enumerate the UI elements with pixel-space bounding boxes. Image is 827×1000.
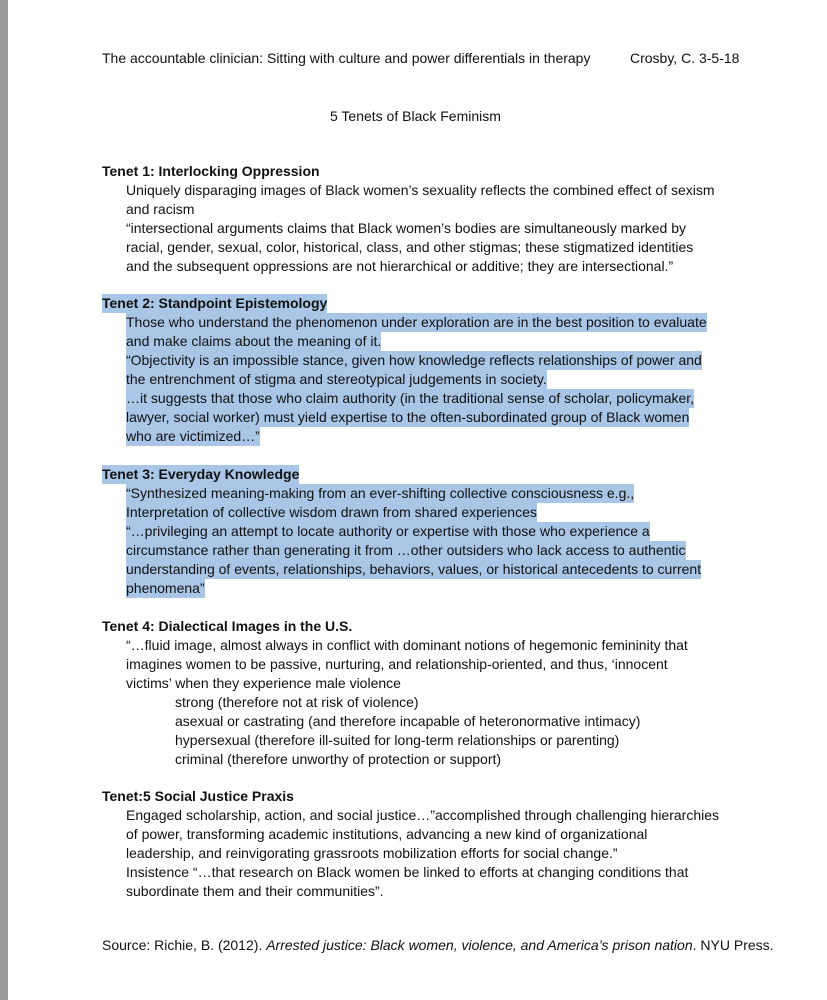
header-author-date: Crosby, C. 3-5-18 <box>630 50 740 66</box>
tenet-3-line: Interpretation of collective wisdom drawn from shared experiences <box>126 504 537 520</box>
tenet-4-heading: Tenet 4: Dialectical Images in the U.S. <box>102 618 353 634</box>
tenet-1-line: racial, gender, sexual, color, historical, class, and other stigmas; these stigmatized identities <box>126 239 694 255</box>
tenet-3-heading: Tenet 3: Everyday Knowledge <box>102 466 300 482</box>
source-citation <box>102 936 802 955</box>
tenet-2-line: “Objectivity is an impossible stance, given how knowledge reflects relationships of power and <box>126 352 702 368</box>
page-title: 5 Tenets of Black Feminism <box>330 108 501 124</box>
tenet-4-subline: hypersexual (therefore ill-suited for long-term relationships or parenting) <box>175 732 620 748</box>
tenet-3-line: phenomena” <box>126 580 205 596</box>
header-title: The accountable clinician: Sitting with culture and power differentials in therapy <box>102 50 591 66</box>
tenet-2-line: and make claims about the meaning of it. <box>126 333 382 349</box>
tenet-3-line: “Synthesized meaning-making from an ever-shifting collective consciousness e.g., <box>126 485 635 501</box>
document-page <box>8 0 827 1000</box>
tenet-2-heading: Tenet 2: Standpoint Epistemology <box>102 295 328 311</box>
tenet-4-line: “…fluid image, almost always in conflict with dominant notions of hegemonic femininity that <box>126 637 688 653</box>
tenet-2-line: …it suggests that those who claim authority (in the traditional sense of scholar, policymaker, <box>126 390 695 406</box>
tenet-1-line: and racism <box>126 201 195 217</box>
tenet-4-line: imagines women to be passive, nurturing, and relationship-oriented, and thus, ‘innocent <box>126 656 668 672</box>
tenet-5-line: subordinate them and their communities”. <box>126 883 384 899</box>
tenet-3-line: understanding of events, relationships, behaviors, values, or historical antecedents to current <box>126 561 702 577</box>
tenet-5-line: Engaged scholarship, action, and social justice…”accomplished through challenging hierarchies <box>126 807 720 823</box>
tenet-2-line: Those who understand the phenomenon under exploration are in the best position to evaluate <box>126 314 707 330</box>
tenet-4-subline: asexual or castrating (and therefore incapable of heteronormative intimacy) <box>175 713 641 729</box>
source-suffix: . NYU Press. <box>692 937 774 953</box>
tenet-5-line: of power, transforming academic institutions, advancing a new kind of organizational <box>126 826 648 842</box>
tenet-1-line: “intersectional arguments claims that Black women’s bodies are simultaneously marked by <box>126 220 686 236</box>
source-book-title: Arrested justice: Black women, violence, and America’s prison nation <box>266 937 693 953</box>
tenet-1-line: Uniquely disparaging images of Black women’s sexuality reflects the combined effect of sexism <box>126 182 715 198</box>
tenet-4-line: victims’ when they experience male violence <box>126 675 401 691</box>
tenet-1-line: and the subsequent oppressions are not hierarchical or additive; they are intersectional.” <box>126 258 674 274</box>
tenet-4-subline: strong (therefore not at risk of violence) <box>175 694 419 710</box>
tenet-4-subline: criminal (therefore unworthy of protection or support) <box>175 751 502 767</box>
source-prefix: Source: Richie, B. (2012). <box>102 937 267 953</box>
tenet-2-line: who are victimized…” <box>126 428 260 444</box>
tenet-3-line: circumstance rather than generating it from …other outsiders who lack access to authentic <box>126 542 686 558</box>
tenet-5-line: leadership, and reinvigorating grassroots mobilization efforts for social change.” <box>126 845 618 861</box>
tenet-5-line: Insistence “…that research on Black women be linked to efforts at changing conditions that <box>126 864 689 880</box>
tenet-5-heading: Tenet:5 Social Justice Praxis <box>102 788 294 804</box>
tenet-2-line: lawyer, social worker) must yield expertise to the often-subordinated group of Black women <box>126 409 690 425</box>
tenet-1-heading: Tenet 1: Interlocking Oppression <box>102 163 320 179</box>
tenet-3-line: “…privileging an attempt to locate authority or expertise with those who experience a <box>126 523 650 539</box>
tenet-2-line: the entrenchment of stigma and stereotypical judgements in society. <box>126 371 547 387</box>
